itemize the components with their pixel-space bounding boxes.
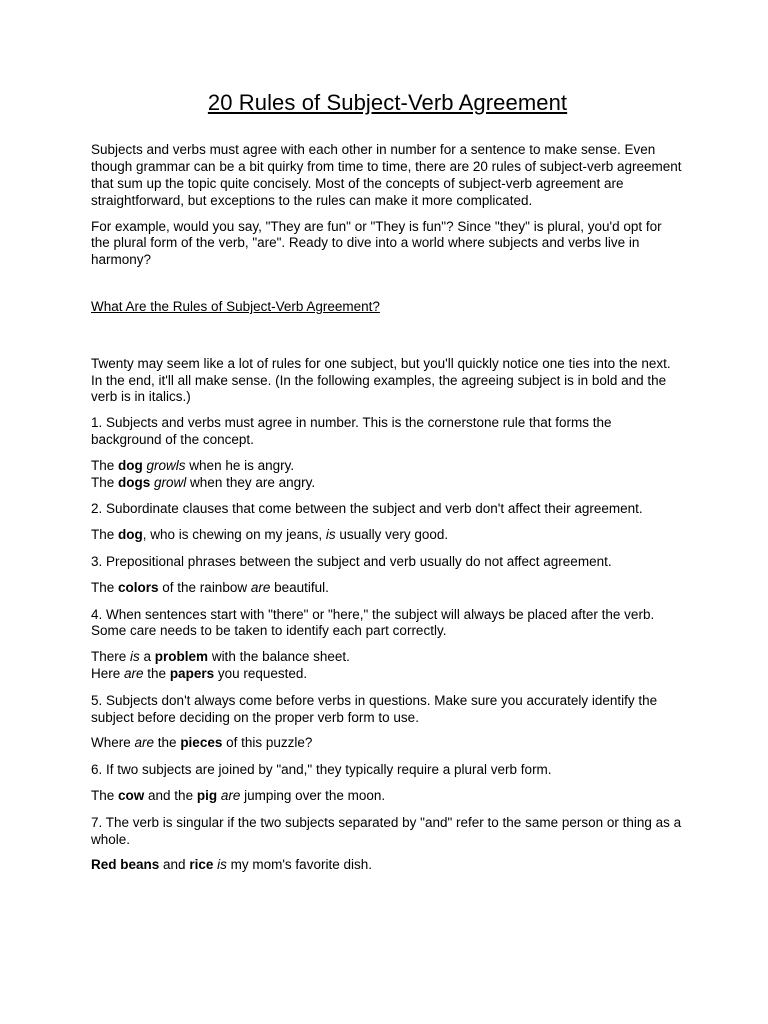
rule-5-text: 5. Subjects don't always come before verbs in questions. Make sure you accurately identify the subject before deciding on the proper verb form to use. (91, 692, 658, 725)
rule-7-example: Red beans and rice is my mom's favorite dish. (91, 857, 372, 873)
rule-2-example: The dog, who is chewing on my jeans, is usually very good. (91, 527, 449, 543)
example-verb: are (124, 665, 144, 681)
example-subject: rice (189, 857, 214, 873)
example-verb: is (325, 527, 336, 543)
example-verb: growls (146, 457, 186, 473)
rule-7-text: 7. The verb is singular if the two subjects separated by "and" refer to the same person or thing as a whole. (91, 814, 682, 847)
intro-paragraph: Subjects and verbs must agree with each other in number for a sentence to make sense. Even though grammar can be a bit quirky from time to time, there are 20 rules of subject-verb agreement that sum up the topic quite concisely. Most of the concepts of subject-verb agreement are straightforward, but exceptions to the rules can make it more complicated. (91, 142, 682, 208)
rule-4-text: 4. When sentences start with "there" or "here," the subject will always be placed after the verb. Some care needs to be taken to identify each part correctly. (91, 606, 655, 639)
rule-2-text: 2. Subordinate clauses that come between the subject and verb don't affect their agreement. (91, 501, 643, 517)
rule-4-examples: There is a problem with the balance sheet. Here are the papers you requested. (91, 649, 350, 681)
example-verb: is (130, 649, 140, 665)
example-subject: dog (118, 527, 143, 543)
example-subject: problem (154, 649, 209, 665)
example-subject: Red beans (91, 857, 160, 873)
rule-3-text: 3. Prepositional phrases between the subject and verb usually do not affect agreement. (91, 553, 612, 569)
example-subject: cow (118, 787, 145, 803)
section-heading: What Are the Rules of Subject-Verb Agreement? (91, 298, 380, 314)
example-verb: are (220, 787, 241, 803)
example-verb: is (217, 857, 227, 873)
rule-5-example: Where are the pieces of this puzzle? (91, 735, 313, 751)
example-subject: dogs (118, 474, 151, 490)
example-verb: growl (154, 474, 187, 490)
rule-6-example: The cow and the pig are jumping over the moon. (91, 787, 386, 803)
example-subject: pig (196, 787, 218, 803)
rule-6-text: 6. If two subjects are joined by "and," they typically require a plural verb form. (91, 762, 552, 778)
section-intro: Twenty may seem like a lot of rules for one subject, but you'll quickly notice one ties into the next. In the end, it'll all make sense. (In the following examples, the agreeing subject is in bold and the verb is in italics.) (91, 355, 671, 405)
example-subject: colors (118, 579, 159, 595)
example-verb: are (250, 579, 271, 595)
example-subject: pieces (180, 735, 223, 751)
intro-paragraph: For example, would you say, "They are fun" or "They is fun"? Since "they" is plural, you'd opt for the plural form of the verb, "are". Ready to dive into a world where subjects and verbs live in harmony? (91, 218, 662, 268)
page-title: 20 Rules of Subject-Verb Agreement (207, 90, 568, 115)
example-subject: papers (169, 665, 215, 681)
rule-1-text: 1. Subjects and verbs must agree in number. This is the cornerstone rule that forms the background of the concept. (91, 415, 612, 447)
example-subject: dog (118, 457, 143, 473)
rule-3-example: The colors of the rainbow are beautiful. (91, 579, 329, 595)
rule-1-examples: The dog growls when he is angry. The dogs growl when they are angry. (91, 457, 316, 490)
example-verb: are (134, 735, 155, 751)
